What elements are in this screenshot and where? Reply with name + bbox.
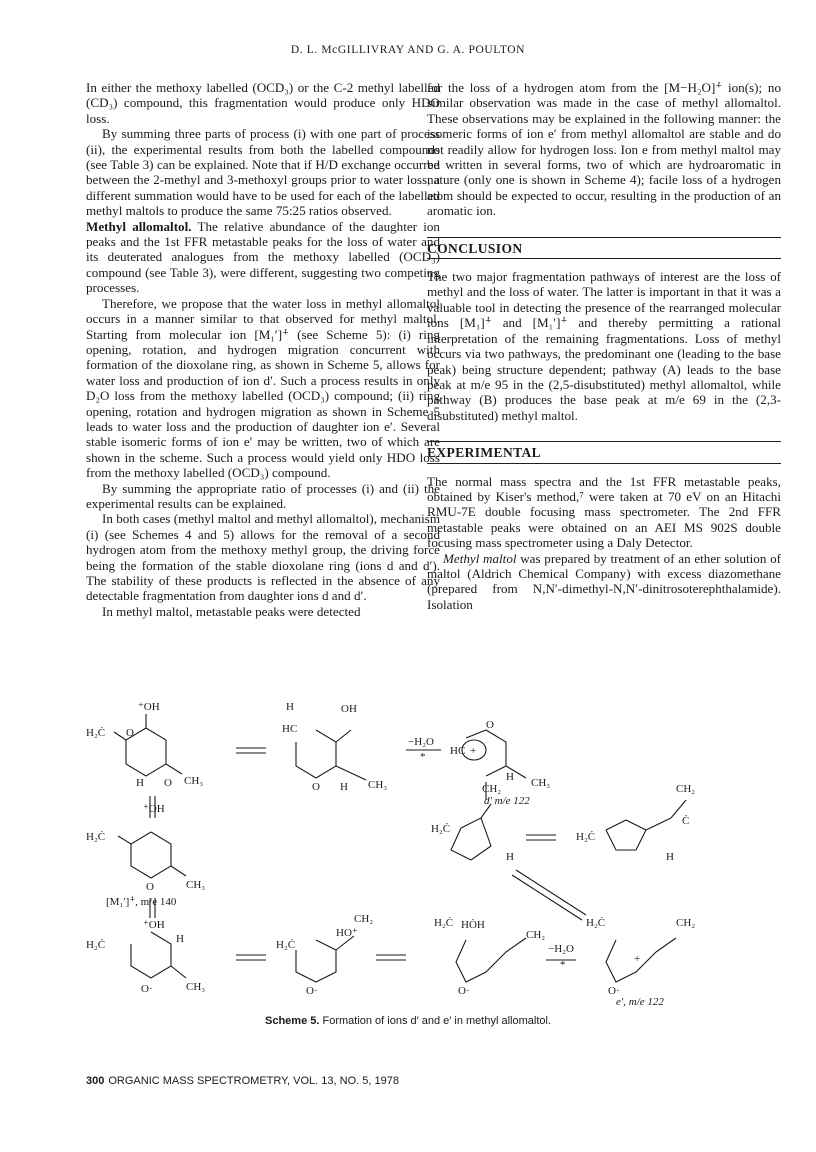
label: H₂Ċ — [86, 727, 106, 739]
label: CH₃ — [368, 779, 388, 791]
label: H — [176, 933, 184, 945]
label: e′, m/e 122 — [616, 996, 664, 1008]
italic-run: Methyl maltol — [443, 550, 517, 566]
left-column — [86, 80, 440, 619]
label: O· — [306, 985, 318, 997]
label: HC — [450, 745, 466, 757]
label: CH₂ — [526, 929, 546, 941]
label: CH₂ — [482, 783, 502, 795]
label: CH₃ — [184, 775, 204, 787]
label: O· — [458, 985, 470, 997]
paragraph: In both cases (methyl maltol and methyl allomaltol), mechanism (i) (see Schemes 4 and 5) allows for the removal of a second hydrogen atom from the methoxy methyl group, the driving force being the formation of the stable dioxolane ring (ions d and d′). The stability of these products is reflected in the absence of any detectable fragmentation from daughter ions d and d′. — [86, 511, 440, 604]
label: H₂Ċ — [434, 917, 454, 929]
label: HȮH — [461, 919, 485, 931]
label: H — [340, 781, 348, 793]
label: d′ m/e 122 — [484, 795, 530, 807]
journal-citation: ORGANIC MASS SPECTROMETRY, VOL. 13, NO. 5, 1978 — [108, 1075, 399, 1087]
label: CH₃ — [531, 777, 551, 789]
label: CH₃ — [186, 879, 206, 891]
label: HC — [282, 723, 298, 735]
label: H — [506, 771, 514, 783]
label: + — [634, 953, 641, 965]
paragraph — [427, 551, 781, 613]
paragraph: In either the methoxy labelled (OCD₃) or the C-2 methyl labelled (CD₃) compound, this fragmentation would produce only HDO loss. — [86, 80, 440, 126]
label: H₂Ċ — [586, 917, 606, 929]
paragraph-text: The relative abundance of the daughter ion peaks and the 1st FFR metastable peaks for the loss of water and its deuterated analogues from the methoxy labelled (OCD₃) compound (see Table 3), were different, suggesting two competing processes. — [86, 218, 440, 296]
label: O· — [608, 985, 620, 997]
right-column — [427, 80, 781, 612]
label: HO⁺ — [336, 927, 358, 939]
label: H₂Ċ — [86, 939, 106, 951]
label: H — [666, 851, 674, 863]
label: CH₂ — [354, 913, 374, 925]
label: [M₁′]⁺̇, m/e 140 — [106, 896, 177, 908]
label: O· — [141, 983, 153, 995]
reaction-scheme — [86, 700, 786, 1010]
section-heading-conclusion: CONCLUSION — [427, 237, 781, 259]
page-footer — [86, 1075, 399, 1087]
caption-label: Scheme 5. — [265, 1015, 320, 1027]
label: O — [486, 719, 494, 731]
label: ⁺OH — [138, 701, 160, 713]
paragraph: By summing three parts of process (i) with one part of process (ii), the experimental results from both the labelled compounds (see Table 3) can be explained. Note that if H/D exchange occurred between the 2-methyl and 3-methoxyl groups prior to water loss, a different summation would have to be used for each of the labelled methyl maltols to produce the same 75:25 ratios observed. — [86, 126, 440, 219]
label: H — [136, 777, 144, 789]
label: O — [312, 781, 320, 793]
label: ⁺OH — [143, 919, 165, 931]
label: O — [146, 881, 154, 893]
label: CH₂ — [676, 783, 696, 795]
label: H₂Ċ — [431, 823, 451, 835]
paragraph-text: was prepared by treatment of an ether solution of maltol (Aldrich Chemical Company) with excess diazomethane (prepared from N,N′-dimethyl-N,N′-dinitrosoterephthalamide). Isolation — [427, 550, 781, 612]
section-heading-experimental: EXPERIMENTAL — [427, 441, 781, 463]
label: O — [126, 727, 134, 739]
paragraph — [86, 219, 440, 296]
label: H₂Ċ — [86, 831, 106, 843]
label: * — [560, 959, 566, 971]
label: H₂Ċ — [576, 831, 596, 843]
page-number: 300 — [86, 1075, 105, 1087]
paragraph: The two major fragmentation pathways of interest are the loss of methyl and the loss of water. The latter is important in that it was a valuable tool in detecting the presence of the rearranged molecular ions [M₁]⁺̇ and [M₁′]⁺̇ and thereby permitting a rational interpretation of the remaining fragmentations. Loss of methyl occurs via two pathways, the predominant one (leading to the base peak) being structure dependent; pathway (A) leads to the base peak at m/e 95 in the (2,5-disubstituted) methyl allomaltol, while pathway (B) produces the base peak at m/e 69 in the (2,3-disubstituted) methyl maltol. — [427, 269, 781, 423]
label: H — [286, 701, 294, 713]
paragraph: for the loss of a hydrogen atom from the [M−H₂O]⁺̇ ion(s); no similar observation was made in the case of methyl allomaltol. These observations may be explained in the following manner: the isomeric forms of ion e′ from methyl allomaltol are stable and do not readily allow for hydrogen loss. Ion e from methyl maltol may be written in several forms, two of which are hydroaromatic in nature (only one is shown in Scheme 4); facile loss of a hydrogen atom should be expected to occur, resulting in the production of an aromatic ion. — [427, 80, 781, 219]
caption-text: Formation of ions d′ and e′ in methyl allomaltol. — [319, 1015, 551, 1027]
paragraph: The normal mass spectra and the 1st FFR metastable peaks, obtained by Kiser's method,⁷ were taken at 70 eV on an Hitachi RMU-7E double focusing mass spectrometer. The 2nd FFR metastable peaks were obtained on an AEI MS 902S double focusing mass spectrometer using a Daly Detector. — [427, 473, 781, 551]
label: ⁺OH — [143, 803, 165, 815]
label: * — [420, 751, 426, 763]
paragraph: In methyl maltol, metastable peaks were detected — [102, 603, 361, 619]
label: CH₂ — [676, 917, 696, 929]
label: Ċ — [682, 815, 690, 827]
label: + — [470, 745, 477, 757]
paragraph: By summing the appropriate ratio of processes (i) and (ii) the experimental results can be explained. — [86, 480, 440, 511]
label: H — [506, 851, 514, 863]
label: CH₃ — [186, 981, 206, 993]
run-in-heading: Methyl allomaltol. — [86, 218, 192, 234]
label: O — [164, 777, 172, 789]
label: −H₂O — [408, 736, 434, 748]
label: −H₂O — [548, 943, 574, 955]
paragraph: Therefore, we propose that the water loss in methyl allomaltol occurs in a manner similar to that observed for methyl maltol. Starting from molecular ion [M₁′]⁺̇ (see Scheme 5): (i) ring opening, rotation, and hydrogen migration concurrent with formation of the dioxolane ring, as shown in Scheme 5, allows for water loss and production of ion d′. Such a process results in only D₂O loss from the methoxy labelled (OCD₃) compound; (ii) ring opening, rotation and hydrogen migration as shown in Scheme 5 leads to water loss and the production of daughter ion e′. Several stable isomeric forms of ion e′ may be written, two of which are shown in the scheme. Such a process would yield only HDO loss from the methoxy labelled (OCD₃) compound. — [86, 295, 440, 481]
label: H₂Ċ — [276, 939, 296, 951]
scheme-caption — [0, 1015, 816, 1027]
running-header: D. L. McGILLIVRAY AND G. A. POULTON — [290, 44, 526, 56]
label: OH — [341, 703, 357, 715]
